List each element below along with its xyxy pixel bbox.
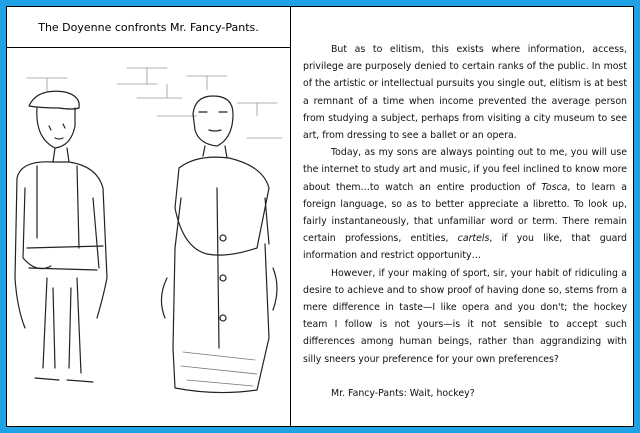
cartels-italic: cartels	[457, 233, 490, 245]
paragraph-internet	[303, 144, 627, 264]
tosca-italic: Tosca	[541, 181, 568, 193]
man-figure	[15, 91, 107, 382]
dialogue-text	[303, 41, 627, 402]
paragraph-internet-text-b: , to learn a foreign language, so as to better appreciate a libretto. To look up, fairly instantaneously, that unfamiliar word or term. There remain certain professions, entities,	[303, 181, 627, 245]
paragraph-elitism-text: But as to elitism, this exists where information, access, privilege are purposely denied to certain ranks of the public. In most of the artistic or intellectual pursuits you single out, elitism is at best a remnant of a time when income prevented the average person from studying a subject, perhaps from visiting a city museum to see art, from dressing to see a ballet or an opera.	[303, 44, 627, 142]
paragraph-taste	[303, 265, 627, 368]
illustration-panel	[7, 7, 291, 426]
paragraph-elitism	[303, 41, 627, 144]
woman-figure	[161, 96, 277, 393]
caption-box	[7, 7, 290, 48]
paragraph-internet-text-a: Today, as my sons are always pointing out to me, you will use the internet to study art and music, if you feel inclined to know more about them…to watch an entire production of	[303, 147, 627, 193]
fancy-pants-reply: Mr. Fancy-Pants: Wait, hockey?	[331, 387, 475, 399]
caption-text: The Doyenne confronts Mr. Fancy-Pants.	[38, 20, 259, 34]
paragraph-internet-text-c: , if you like, that guard information and restrict opportunity…	[303, 233, 627, 262]
sketch-illustration	[7, 48, 290, 427]
paragraph-taste-text: However, if your making of sport, sir, your habit of ridiculing a desire to achieve and to show proof of having done so, stems from a mere difference in taste—I like opera and you don't; the hockey team I follow is not yours—is it not sensible to accept such differences among human beings, rather than aggrandizing with silly sneers your preference for your own preferences?	[303, 267, 627, 365]
comic-panel	[6, 6, 634, 427]
